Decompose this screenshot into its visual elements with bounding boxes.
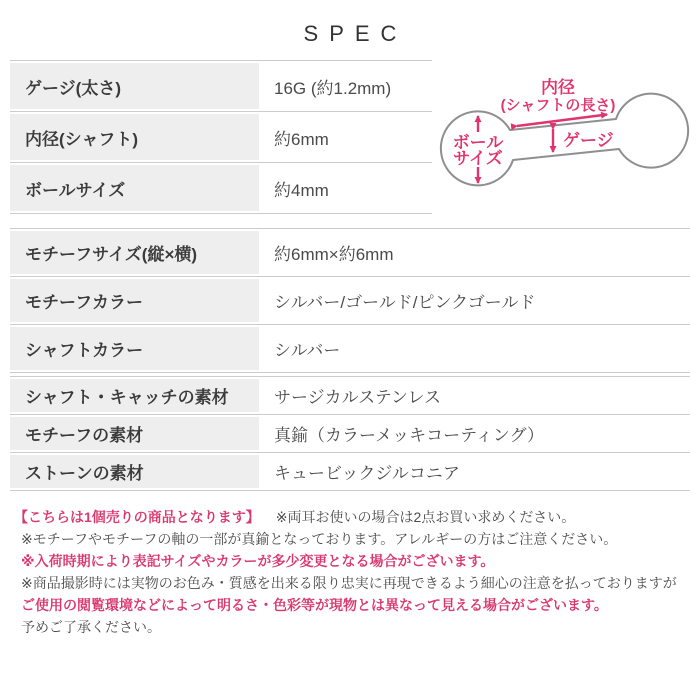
row-label-shaft-color: シャフトカラー — [10, 327, 259, 370]
table-row — [10, 453, 690, 491]
row-label-ball-size: ボールサイズ — [10, 165, 259, 211]
row-value-motif-color: シルバー/ゴールド/ピンクゴールド — [274, 293, 536, 313]
barbell-size-diagram — [430, 72, 700, 222]
spec-block-materials — [10, 376, 690, 491]
row-label-motif-color: モチーフカラー — [10, 279, 259, 322]
table-row — [10, 277, 690, 325]
row-label-gauge: ゲージ(太さ) — [10, 63, 259, 109]
barbell-diagram-svg — [430, 72, 700, 222]
note-both-ears: ※両耳お使いの場合は2点お買い求めください。 — [275, 509, 576, 526]
note-line-2: ※モチーフやモチーフの軸の一部が真鍮となっております。アレルギーの方はご注意ください。 — [21, 531, 618, 548]
ball-size-label-line2: サイズ — [453, 149, 503, 168]
table-row — [10, 61, 432, 112]
row-value-shaft-material: サージカルステンレス — [274, 388, 442, 408]
row-value-shaft-color: シルバー — [274, 341, 341, 361]
product-notes — [14, 506, 686, 638]
page-title: SPEC — [303, 21, 408, 46]
table-row — [10, 112, 432, 163]
spec-block-dimensions — [10, 60, 432, 214]
table-row — [10, 415, 690, 453]
note-line-3: ※入荷時期により表記サイズやカラーが多少変更となる場合がございます。 — [21, 553, 495, 570]
row-value-ball-size: 約4mm — [274, 180, 329, 200]
row-label-motif-size: モチーフサイズ(縦×横) — [10, 231, 259, 274]
row-label-shaft-material: シャフト・キャッチの素材 — [10, 379, 259, 412]
row-label-inner-diameter: 内径(シャフト) — [10, 114, 259, 160]
row-value-motif-material: 真鍮（カラーメッキコーティング） — [274, 426, 544, 446]
note-single-item-highlight: 【こちらは1個売りの商品となります】 — [14, 509, 260, 526]
table-row — [10, 377, 690, 415]
table-row — [10, 163, 432, 214]
table-row — [10, 229, 690, 277]
ball-size-label-line1: ボール — [452, 133, 504, 152]
table-row — [10, 325, 690, 373]
inner-diameter-label-line2: (シャフトの長さ) — [500, 97, 616, 114]
row-value-motif-size: 約6mm×約6mm — [274, 245, 394, 265]
row-value-gauge: 16G (約1.2mm) — [274, 78, 392, 98]
row-value-stone-material: キュービックジルコニア — [274, 464, 460, 484]
note-line-5: ご使用の閲覧環境などによって明るさ・色彩等が現物とは異なって見える場合がございます。 — [21, 597, 608, 614]
row-value-inner-diameter: 約6mm — [274, 129, 329, 149]
inner-diameter-label-line1: 内径 — [541, 78, 575, 97]
note-line-4: ※商品撮影時には実物のお色み・質感を出来る限り忠実に再現できるよう細心の注意を払っておりますが — [21, 575, 677, 592]
gauge-label: ゲージ — [563, 131, 614, 150]
row-label-motif-material: モチーフの素材 — [10, 417, 259, 450]
note-line-1 — [14, 506, 686, 528]
spec-block-colors — [10, 228, 690, 373]
row-label-stone-material: ストーンの素材 — [10, 455, 259, 488]
note-line-6: 予めご了承ください。 — [21, 619, 161, 636]
